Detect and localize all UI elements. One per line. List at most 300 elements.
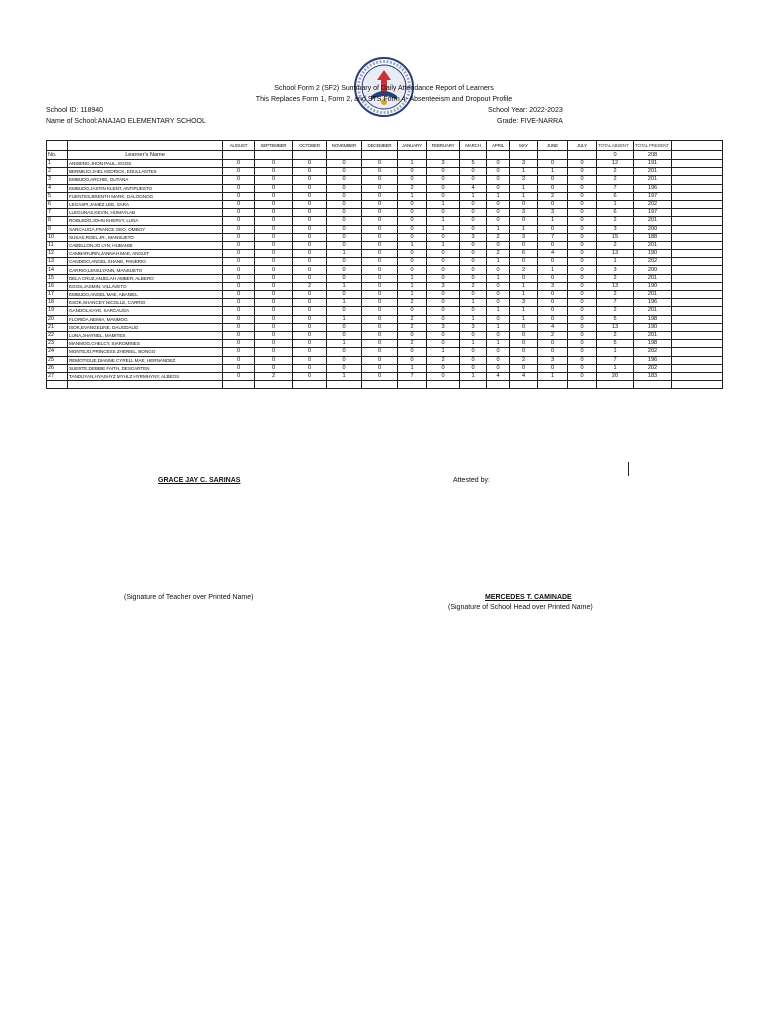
total-present: 197 xyxy=(634,209,672,217)
month-absences: 1 xyxy=(460,192,487,200)
month-header: MAY xyxy=(510,141,538,151)
month-absences: 0 xyxy=(538,307,568,315)
month-absences: 0 xyxy=(398,225,427,233)
month-absences: 0 xyxy=(460,176,487,184)
row-number: 13 xyxy=(47,258,68,266)
month-absences: 0 xyxy=(327,331,362,339)
form-title: School Form 2 (SF2) Summary of Daily Attendance Report of Learners xyxy=(274,85,494,92)
month-absences: 0 xyxy=(293,233,327,241)
empty-cell xyxy=(255,381,293,389)
total-absent: 2 xyxy=(597,217,634,225)
month-absences: 1 xyxy=(427,225,460,233)
empty-cell xyxy=(293,381,327,389)
row-number: 11 xyxy=(47,241,68,249)
month-header: NOVEMBER xyxy=(327,141,362,151)
month-absences: 0 xyxy=(293,225,327,233)
month-absences: 0 xyxy=(487,348,510,356)
month-absences: 0 xyxy=(362,299,398,307)
row-blank xyxy=(672,160,723,168)
month-absences: 4 xyxy=(487,372,510,380)
month-absences: 0 xyxy=(293,176,327,184)
month-absences: 3 xyxy=(460,233,487,241)
total-present: 201 xyxy=(634,217,672,225)
total-present-header: TOTAL PRESENT xyxy=(634,141,672,151)
month-absences: 1 xyxy=(510,225,538,233)
row-number: 12 xyxy=(47,250,68,258)
month-absences: 0 xyxy=(538,274,568,282)
month-absences: 1 xyxy=(460,299,487,307)
month-absences: 1 xyxy=(398,274,427,282)
month-absences: 3 xyxy=(427,282,460,290)
total-absent: 2 xyxy=(597,168,634,176)
learner-name: GANDOL,KAYE, SARCAUGA xyxy=(68,307,223,315)
month-absences: 0 xyxy=(223,225,255,233)
month-header: JUNE xyxy=(538,141,568,151)
month-absences: 0 xyxy=(510,258,538,266)
month-absences: 0 xyxy=(362,307,398,315)
month-absences: 0 xyxy=(460,307,487,315)
month-absences: 1 xyxy=(398,282,427,290)
row-number: 22 xyxy=(47,331,68,339)
table-row xyxy=(47,241,723,249)
month-absences: 0 xyxy=(223,331,255,339)
empty-cell xyxy=(568,381,597,389)
month-absences: 0 xyxy=(255,200,293,208)
row-number: 17 xyxy=(47,291,68,299)
month-absences: 0 xyxy=(398,250,427,258)
learner-name: TANDUYAN,HYASHYZ MYHLZ HYRMHYNY, ALBEOS xyxy=(68,372,223,380)
month-absences: 0 xyxy=(538,291,568,299)
month-absences: 0 xyxy=(255,184,293,192)
month-absences: 0 xyxy=(223,315,255,323)
month-absences: 0 xyxy=(427,209,460,217)
month-absences: 0 xyxy=(223,168,255,176)
month-absences: 1 xyxy=(398,192,427,200)
month-absences: 0 xyxy=(538,241,568,249)
learner-name: MANMOG,CHELCY, SIAROMINES xyxy=(68,340,223,348)
month-absences: 2 xyxy=(293,282,327,290)
empty-row xyxy=(47,381,723,389)
empty-cell xyxy=(487,381,510,389)
month-absences: 0 xyxy=(510,323,538,331)
empty-cell xyxy=(398,381,427,389)
row-blank xyxy=(672,307,723,315)
row-number: 23 xyxy=(47,340,68,348)
month-absences: 3 xyxy=(510,160,538,168)
month-absences: 2 xyxy=(538,192,568,200)
month-absences: 0 xyxy=(487,217,510,225)
month-absences: 2 xyxy=(427,356,460,364)
month-absences: 1 xyxy=(327,250,362,258)
month-absences: 0 xyxy=(460,364,487,372)
row-number: 21 xyxy=(47,323,68,331)
row-number: 2 xyxy=(47,168,68,176)
table-divider xyxy=(628,462,629,476)
month-absences: 0 xyxy=(362,200,398,208)
total-absent: 13 xyxy=(597,323,634,331)
month-absences: 0 xyxy=(293,200,327,208)
month-absences: 0 xyxy=(362,315,398,323)
month-absences: 0 xyxy=(223,184,255,192)
table-row xyxy=(47,348,723,356)
row-blank xyxy=(672,168,723,176)
month-absences: 0 xyxy=(362,323,398,331)
month-absences: 0 xyxy=(510,364,538,372)
empty-cell xyxy=(597,381,634,389)
month-absences: 0 xyxy=(427,372,460,380)
month-header: FEBRUARY xyxy=(427,141,460,151)
month-absences: 0 xyxy=(293,331,327,339)
month-absences: 0 xyxy=(568,200,597,208)
month-absences: 0 xyxy=(460,209,487,217)
month-absences: 0 xyxy=(255,307,293,315)
table-row xyxy=(47,364,723,372)
row-blank xyxy=(672,348,723,356)
month-absences: 1 xyxy=(487,340,510,348)
table-row xyxy=(47,192,723,200)
total-present: 201 xyxy=(634,176,672,184)
month-absences: 1 xyxy=(460,372,487,380)
month-absences: 0 xyxy=(255,364,293,372)
no-header: No. xyxy=(47,151,68,160)
header-blank xyxy=(223,151,255,160)
month-header: APRIL xyxy=(487,141,510,151)
month-absences: 0 xyxy=(487,184,510,192)
month-absences: 0 xyxy=(327,184,362,192)
school-head-signature-caption: (Signature of School Head over Printed Name) xyxy=(448,604,593,611)
total-absent: 3 xyxy=(597,266,634,274)
table-row xyxy=(47,299,723,307)
month-absences: 1 xyxy=(327,315,362,323)
month-absences: 0 xyxy=(223,291,255,299)
month-absences: 0 xyxy=(255,323,293,331)
month-absences: 0 xyxy=(255,266,293,274)
month-absences: 0 xyxy=(255,274,293,282)
month-absences: 0 xyxy=(293,340,327,348)
school-id: School ID: 118940 xyxy=(46,107,104,114)
month-absences: 0 xyxy=(510,217,538,225)
month-absences: 0 xyxy=(568,356,597,364)
month-absences: 0 xyxy=(223,250,255,258)
row-blank xyxy=(672,209,723,217)
empty-cell xyxy=(327,381,362,389)
month-absences: 0 xyxy=(223,274,255,282)
learner-name: CABELLON,JO LYN, HUBAHIB xyxy=(68,241,223,249)
month-absences: 0 xyxy=(255,233,293,241)
month-absences: 0 xyxy=(362,356,398,364)
month-absences: 0 xyxy=(398,266,427,274)
header-blank xyxy=(398,151,427,160)
month-absences: 0 xyxy=(427,340,460,348)
table-row xyxy=(47,315,723,323)
month-absences: 0 xyxy=(327,233,362,241)
month-absences: 0 xyxy=(362,291,398,299)
header-blank xyxy=(427,151,460,160)
month-absences: 0 xyxy=(568,250,597,258)
month-absences: 0 xyxy=(568,315,597,323)
month-absences: 1 xyxy=(487,192,510,200)
month-absences: 0 xyxy=(327,258,362,266)
total-present: 196 xyxy=(634,184,672,192)
month-absences: 0 xyxy=(293,258,327,266)
month-absences: 0 xyxy=(255,217,293,225)
row-blank xyxy=(672,364,723,372)
month-absences: 0 xyxy=(327,274,362,282)
header-blank xyxy=(362,151,398,160)
month-absences: 0 xyxy=(327,364,362,372)
month-absences: 1 xyxy=(398,291,427,299)
month-absences: 3 xyxy=(510,299,538,307)
month-absences: 1 xyxy=(510,291,538,299)
month-absences: 0 xyxy=(255,225,293,233)
empty-cell xyxy=(538,381,568,389)
header-blank xyxy=(47,141,68,151)
total-absent: 2 xyxy=(597,307,634,315)
month-absences: 0 xyxy=(293,209,327,217)
month-absences: 3 xyxy=(538,282,568,290)
month-absences: 0 xyxy=(538,348,568,356)
month-absences: 3 xyxy=(510,209,538,217)
month-absences: 0 xyxy=(362,176,398,184)
header-blank xyxy=(293,151,327,160)
month-absences: 0 xyxy=(510,200,538,208)
grade-section: Grade: FIVE-NARRA xyxy=(497,118,563,125)
header-blank xyxy=(672,151,723,160)
month-absences: 0 xyxy=(255,315,293,323)
month-absences: 0 xyxy=(568,307,597,315)
month-absences: 5 xyxy=(460,160,487,168)
month-absences: 0 xyxy=(255,176,293,184)
total-present: 201 xyxy=(634,331,672,339)
month-absences: 0 xyxy=(362,266,398,274)
month-absences: 0 xyxy=(327,200,362,208)
month-absences: 2 xyxy=(538,331,568,339)
month-absences: 0 xyxy=(568,160,597,168)
total-present: 201 xyxy=(634,241,672,249)
empty-cell xyxy=(362,381,398,389)
month-absences: 0 xyxy=(223,160,255,168)
month-absences: 0 xyxy=(427,233,460,241)
month-absences: 0 xyxy=(487,209,510,217)
month-absences: 0 xyxy=(460,274,487,282)
total-present: 188 xyxy=(634,233,672,241)
month-absences: 0 xyxy=(568,323,597,331)
month-absences: 1 xyxy=(487,323,510,331)
month-absences: 0 xyxy=(362,258,398,266)
month-absences: 0 xyxy=(568,233,597,241)
month-absences: 4 xyxy=(510,372,538,380)
month-absences: 0 xyxy=(460,250,487,258)
total-present: 201 xyxy=(634,168,672,176)
month-absences: 0 xyxy=(255,356,293,364)
month-absences: 0 xyxy=(255,291,293,299)
month-absences: 1 xyxy=(538,266,568,274)
month-absences: 0 xyxy=(362,364,398,372)
month-absences: 0 xyxy=(293,160,327,168)
total-present: 201 xyxy=(634,307,672,315)
header-blank xyxy=(327,151,362,160)
row-number: 26 xyxy=(47,364,68,372)
month-absences: 0 xyxy=(427,364,460,372)
header-blank xyxy=(487,151,510,160)
teacher-signature-caption: (Signature of Teacher over Printed Name) xyxy=(124,594,254,601)
month-absences: 0 xyxy=(362,225,398,233)
month-absences: 0 xyxy=(293,307,327,315)
month-absences: 0 xyxy=(255,348,293,356)
total-absent: 5 xyxy=(597,340,634,348)
month-absences: 0 xyxy=(487,364,510,372)
month-absences: 0 xyxy=(327,356,362,364)
total-present: 202 xyxy=(634,200,672,208)
month-absences: 1 xyxy=(427,241,460,249)
month-absences: 3 xyxy=(538,356,568,364)
month-absences: 1 xyxy=(427,348,460,356)
header-blank xyxy=(510,151,538,160)
month-absences: 0 xyxy=(327,192,362,200)
month-absences: 0 xyxy=(398,258,427,266)
total-present: 190 xyxy=(634,323,672,331)
month-absences: 0 xyxy=(427,266,460,274)
total-absent: 2 xyxy=(597,176,634,184)
learner-name: ANSBINO,JHON PAUL, EGOS xyxy=(68,160,223,168)
row-blank xyxy=(672,282,723,290)
month-absences: 1 xyxy=(460,340,487,348)
month-absences: 0 xyxy=(362,160,398,168)
month-absences: 0 xyxy=(568,331,597,339)
month-absences: 0 xyxy=(487,299,510,307)
month-absences: 0 xyxy=(398,200,427,208)
month-absences: 2 xyxy=(487,233,510,241)
month-absences: 0 xyxy=(223,372,255,380)
learner-name: EMBUDO,ANGEL MAE, ABANIEL xyxy=(68,291,223,299)
month-absences: 0 xyxy=(568,209,597,217)
month-absences: 0 xyxy=(568,176,597,184)
month-absences: 0 xyxy=(487,291,510,299)
header-blank xyxy=(568,151,597,160)
month-header: JULY xyxy=(568,141,597,151)
month-absences: 0 xyxy=(255,258,293,266)
empty-cell xyxy=(460,381,487,389)
total-absent: 15 xyxy=(597,233,634,241)
month-absences: 4 xyxy=(538,323,568,331)
row-number: 8 xyxy=(47,217,68,225)
month-absences: 0 xyxy=(487,282,510,290)
month-absences: 2 xyxy=(255,372,293,380)
month-absences: 0 xyxy=(538,176,568,184)
month-absences: 1 xyxy=(487,225,510,233)
learner-name: LEGASPI,JAMEZ LEE, SARA xyxy=(68,200,223,208)
header-blank xyxy=(68,141,223,151)
month-absences: 0 xyxy=(487,266,510,274)
month-absences: 0 xyxy=(293,241,327,249)
month-absences: 0 xyxy=(293,323,327,331)
total-present-summary: 208 xyxy=(634,151,672,160)
header-blank xyxy=(672,141,723,151)
learner-name: EGOS,JASMIN, VILLAVETO xyxy=(68,282,223,290)
row-blank xyxy=(672,372,723,380)
month-absences: 0 xyxy=(223,241,255,249)
table-row xyxy=(47,307,723,315)
school-head-name: MERCEDES T. CAMINADE xyxy=(485,594,572,601)
month-absences: 4 xyxy=(460,184,487,192)
month-absences: 0 xyxy=(398,331,427,339)
month-absences: 0 xyxy=(460,217,487,225)
month-absences: 0 xyxy=(538,364,568,372)
table-row xyxy=(47,250,723,258)
row-number: 5 xyxy=(47,192,68,200)
total-absent: 5 xyxy=(597,315,634,323)
row-blank xyxy=(672,217,723,225)
month-absences: 0 xyxy=(362,217,398,225)
header-blank xyxy=(538,151,568,160)
total-absent: 20 xyxy=(597,372,634,380)
month-absences: 0 xyxy=(223,233,255,241)
total-absent: 6 xyxy=(597,209,634,217)
month-absences: 2 xyxy=(398,315,427,323)
table-row xyxy=(47,200,723,208)
month-absences: 0 xyxy=(327,176,362,184)
form-subtitle: This Replaces Form 1, Form 2, and STS Form 4- Absenteeism and Dropout Profile xyxy=(255,96,513,103)
month-absences: 2 xyxy=(398,184,427,192)
month-absences: 0 xyxy=(487,200,510,208)
total-absent: 1 xyxy=(597,200,634,208)
table-row xyxy=(47,209,723,217)
table-row xyxy=(47,274,723,282)
row-blank xyxy=(672,323,723,331)
row-number: 20 xyxy=(47,315,68,323)
month-absences: 1 xyxy=(427,217,460,225)
month-absences: 1 xyxy=(327,340,362,348)
month-absences: 0 xyxy=(487,356,510,364)
row-number: 27 xyxy=(47,372,68,380)
month-absences: 0 xyxy=(427,299,460,307)
table-row xyxy=(47,282,723,290)
month-absences: 0 xyxy=(460,291,487,299)
month-absences: 0 xyxy=(398,168,427,176)
row-number: 15 xyxy=(47,274,68,282)
empty-cell xyxy=(672,381,723,389)
month-absences: 0 xyxy=(327,168,362,176)
total-present: 190 xyxy=(634,250,672,258)
month-absences: 0 xyxy=(460,258,487,266)
table-row xyxy=(47,225,723,233)
row-blank xyxy=(672,274,723,282)
month-absences: 0 xyxy=(293,168,327,176)
total-absent: 2 xyxy=(597,291,634,299)
month-absences: 0 xyxy=(427,307,460,315)
total-absent: 1 xyxy=(597,258,634,266)
learner-name: DELA CRUZ,ANJELAH AMBER, ALBERO xyxy=(68,274,223,282)
month-absences: 0 xyxy=(487,160,510,168)
month-absences: 0 xyxy=(568,258,597,266)
row-number: 6 xyxy=(47,200,68,208)
month-absences: 0 xyxy=(293,250,327,258)
month-absences: 0 xyxy=(255,168,293,176)
month-absences: 0 xyxy=(223,282,255,290)
month-absences: 0 xyxy=(293,184,327,192)
header-blank xyxy=(255,151,293,160)
total-absent: 13 xyxy=(597,282,634,290)
month-header: OCTOBER xyxy=(293,141,327,151)
month-absences: 0 xyxy=(538,160,568,168)
month-absences: 0 xyxy=(223,217,255,225)
table-row xyxy=(47,356,723,364)
row-number: 25 xyxy=(47,356,68,364)
empty-cell xyxy=(510,381,538,389)
row-number: 9 xyxy=(47,225,68,233)
month-absences: 0 xyxy=(568,340,597,348)
month-absences: 0 xyxy=(362,331,398,339)
